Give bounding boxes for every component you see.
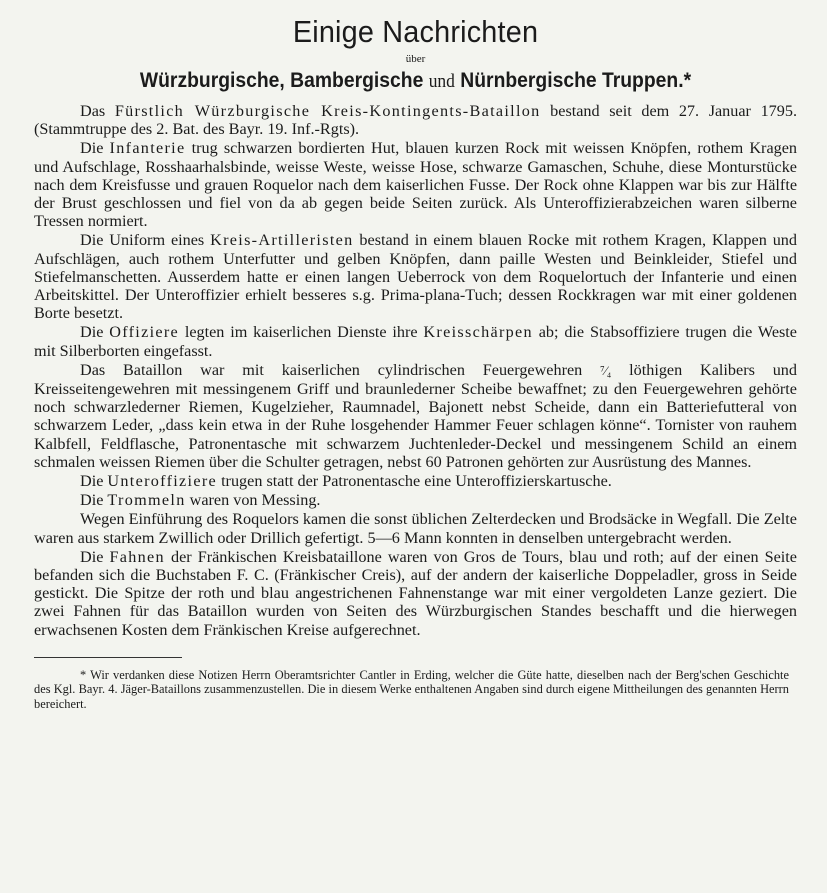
subtitle-part1: Würzburgische, Bambergische — [139, 69, 424, 92]
subtitle-part2: Nürnbergische Truppen.* — [460, 69, 692, 92]
p3-pre: Die Uniform eines — [80, 231, 211, 250]
p8-text: Wegen Einführung des Roquelors kamen die sonst üblichen Zelterdecken und Brodsäcke in Wegfall. Die Zelte waren aus starkem Zwillich oder Drillich gefertigt. 5—6 Mann konnten in denselben untergebracht werden. — [34, 510, 797, 547]
paragraph-7 — [34, 491, 797, 509]
page-title: Einige Nachrichten — [292, 14, 539, 49]
p4-pre: Die — [80, 323, 110, 342]
paragraph-3 — [34, 231, 797, 322]
p4-mid: legten im kaiserlichen Dienste ihre — [179, 323, 424, 342]
paragraph-6 — [34, 472, 797, 490]
p9-post: der Fränkischen Kreisbataillone waren von Gros de Tours, blau und roth; auf der einen Seite befanden sich die Buchstaben F. C. (Fränkischer Creis), auf der andern der kaiserliche Doppeladler, gross in Seide gestickt. Die Spitze der roth und blau angestrichenen Fahnenstange war mit einer vergoldeten Lanze geziert. Die zwei Fahnen für das Bataillon wurden von Seiten des Würzburgischen Standes beschafft und die hierwegen erwachsenen Kosten dem Fränkischen Kreise aufgerechnet. — [34, 547, 797, 639]
p1-post: bestand seit dem 27. Januar 1795. (Stammtruppe des 2. Bat. des Bayr. 19. Inf.-Rgts). — [34, 102, 797, 139]
paragraph-2 — [34, 139, 797, 230]
title-connector: über — [405, 53, 426, 65]
p4-post: ab; die Stabsoffiziere trugen die Weste mit Silberborten eingefasst. — [34, 323, 797, 360]
p5-pre: Das Bataillon war mit kaiserlichen cylindrischen Feuergewehren — [80, 360, 601, 379]
page-subtitle — [65, 68, 767, 95]
p7-emphasis: Trommeln — [107, 491, 186, 510]
p3-post: bestand in einem blauen Rocke mit rothem Kragen, Klappen und Aufschlägen, auch rothem Unterfutter und gelben Knöpfen, dann paille Westen und Beinkleider, Stiefel und Stiefelmanschetten. Ausserdem hatte er einen langen Ueberrock von dem Roquelortuch der Infanterie und einen Arbeitskittel. Der Unteroffizier erhielt besseres s.g. Prima-plana-Tuch; dessen Rockkragen war mit einer goldenen Borte besetzt. — [34, 231, 797, 323]
p2-emphasis: Infanterie — [109, 139, 186, 158]
p4-emphasis-2: Kreisschärpen — [423, 323, 533, 342]
p4-emphasis: Offiziere — [109, 323, 180, 342]
p5-post: löthigen Kalibers und Kreisseitengewehren mit messingenem Griff und braunlederner Scheibe bewaffnet; zu den Feuergewehren gehörte noch schwarzlederner Riemen, Kugelzieher, Raumnadel, Bajonett nebst Scheide, dann ein Batteriefutteral von schwarzem Leder, „dass kein etwa in der Ruhe losgehender Hammer Feuer schlagen könne“. Tornister von rauhem Kalbfell, Feldflasche, Patronentasche mit schwarzem Juchtenleder-Deckel und messingenem Schild an einem schmalen weissen Riemen über die Schulter getragen, nebst 60 Patronen gehörten zur Ausrüstung des Mannes. — [34, 360, 797, 471]
p9-pre: Die — [80, 547, 110, 566]
p7-pre: Die — [80, 491, 108, 510]
p5-fraction: ⁷⁄₄ — [600, 362, 612, 378]
p6-pre: Die — [80, 472, 108, 491]
p6-emphasis: Unteroffiziere — [107, 472, 218, 491]
body-text — [34, 102, 797, 639]
p7-post: waren von Messing. — [185, 491, 321, 510]
footnote-divider — [34, 657, 182, 658]
footnote: * Wir verdanken diese Notizen Herrn Oberamtsrichter Cantler in Erding, welcher die Güte hatte, dieselben nach der Berg'schen Geschichte des Kgl. Bayr. 4. Jäger-Bataillons zusammenzustellen. Die in diesem Werke enthaltenen Angaben sind durch eigene Mittheilungen des genannten Herrn bereichert. — [34, 667, 789, 712]
paragraph-4 — [34, 323, 797, 359]
p1-emphasis: Fürstlich Würzburgische Kreis-Kontingents-Bataillon — [114, 102, 541, 120]
p9-emphasis: Fahnen — [109, 547, 165, 566]
paragraph-1 — [34, 102, 797, 138]
p1-pre: Das — [80, 102, 115, 120]
paragraph-8 — [34, 510, 797, 546]
p3-emphasis: Kreis-Artilleristen — [210, 231, 354, 250]
p2-post: trug schwarzen bordierten Hut, blauen kurzen Rock mit weissen Knöpfen, rothem Kragen und Aufschlage, Rosshaarhalsbinde, weisse Weste, weisse Hose, schwarze Gamaschen, Schuhe, diese Monturstücke nach dem Kreisfusse und grauen Roquelor nach dem kaiserlichen Fusse. Der Rock ohne Klappen war bis zur Hälfte der Brust geschlossen und fiel von da ab gegen beide Seiten zurück. Als Unteroffizierabzeichen waren silberne Tressen normiert. — [34, 139, 798, 231]
paragraph-9 — [34, 548, 797, 639]
p6-post: trugen statt der Patronentasche eine Unteroffizierskartusche. — [217, 472, 612, 491]
subtitle-und: und — [428, 71, 455, 92]
p2-pre: Die — [80, 139, 110, 158]
paragraph-5 — [34, 361, 797, 471]
